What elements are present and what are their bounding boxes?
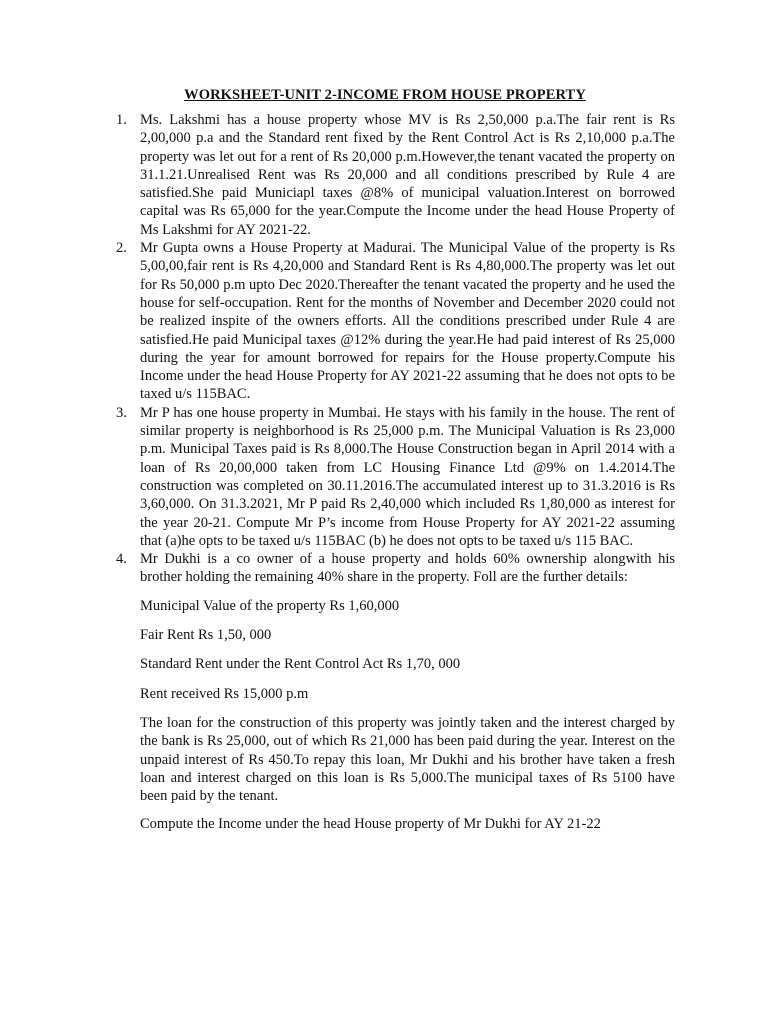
question-text: Mr Dukhi is a co owner of a house property and holds 60% ownership alongwith his brother holding the remaining 40% share in the property. Foll are the further details: — [140, 551, 675, 586]
question-4 — [116, 550, 675, 587]
question-number: 2. — [116, 240, 127, 257]
question-text: Mr Gupta owns a House Property at Madurai. The Municipal Value of the property is Rs 5,00,00,fair rent is Rs 4,20,000 and Standard Rent is Rs 4,80,000.The property was let out for Rs 50,000 p.m upto Dec 2020.Thereafter the tenant vacated the property and he used the house for self-occupation. Rent for the months of November and December 2020 could not be realized inspite of the owners efforts. All the conditions prescribed under Rule 4 are satisfied.He paid Municipal taxes @12% during the year.He had paid interest of Rs 25,000 during the year for amount borrowed for repairs for the House property.Compute his Income under the head House Property for AY 2021-22 assuming that he does not opts to be taxed u/s 115BAC. — [140, 240, 675, 403]
standard-rent-line: Standard Rent under the Rent Control Act Rs 1,70, 000 — [140, 656, 461, 673]
loan-paragraph: The loan for the construction of this property was jointly taken and the interest charged by the bank is Rs 25,000, out of which Rs 21,000 has been paid during the year. Interest on the unpaid interest of Rs 450.To repay this loan, Mr Dukhi and his brother have taken a fresh loan and interest charged on this loan is Rs 5,000.The municipal taxes of Rs 5100 have been paid by the tenant. — [140, 714, 675, 805]
question-number: 3. — [116, 404, 127, 421]
question-4-details — [140, 597, 675, 834]
question-1 — [116, 111, 675, 239]
question-text: Ms. Lakshmi has a house property whose MV is Rs 2,50,000 p.a.The fair rent is Rs 2,00,000 p.a and the Standard rent fixed by the Rent Control Act is Rs 2,10,000 p.a.The property was let out for a rent of Rs 20,000 p.m.However,the tenant vacated the property on 31.1.21.Unrealised Rent was Rs 20,000 and all conditions prescribed by Rule 4 are satisfied.She paid Municiapl taxes @8% of municipal valuation.Interest on borrowed capital was Rs 65,000 for the year.Compute the Income under the head House Property of Ms Lakshmi for AY 2021-22. — [140, 112, 675, 238]
compute-instruction: Compute the Income under the head House property of Mr Dukhi for AY 21-22 — [140, 816, 601, 833]
fair-rent-line: Fair Rent Rs 1,50, 000 — [140, 627, 272, 644]
question-2 — [116, 239, 675, 404]
worksheet-title: WORKSHEET-UNIT 2-INCOME FROM HOUSE PROPERTY — [184, 87, 586, 103]
question-text: Mr P has one house property in Mumbai. He stays with his family in the house. The rent of similar property is neighborhood is Rs 25,000 p.m. The Municipal Valuation is Rs 23,000 p.m. Municipal Taxes paid is Rs 8,000.The House Construction began in April 2014 with a loan of Rs 20,00,000 taken from LC Housing Finance Ltd @9% on 1.4.2014.The construction was completed on 30.11.2016.The accumulated interest up to 31.3.2016 is Rs 3,60,000. On 31.3.2021, Mr P paid Rs 2,40,000 which included Rs 1,80,000 as interest for the year 20-21. Compute Mr P’s income from House Property for AY 2021-22 assuming that (a)he opts to be taxed u/s 115BAC (b) he does not opts to be taxed u/s 115 BAC. — [140, 404, 675, 549]
question-list — [116, 111, 675, 587]
question-number: 4. — [116, 551, 127, 568]
municipal-value-line: Municipal Value of the property Rs 1,60,000 — [140, 597, 400, 614]
question-number: 1. — [116, 112, 127, 128]
question-3 — [116, 404, 675, 550]
rent-received-line: Rent received Rs 15,000 p.m — [140, 685, 309, 702]
